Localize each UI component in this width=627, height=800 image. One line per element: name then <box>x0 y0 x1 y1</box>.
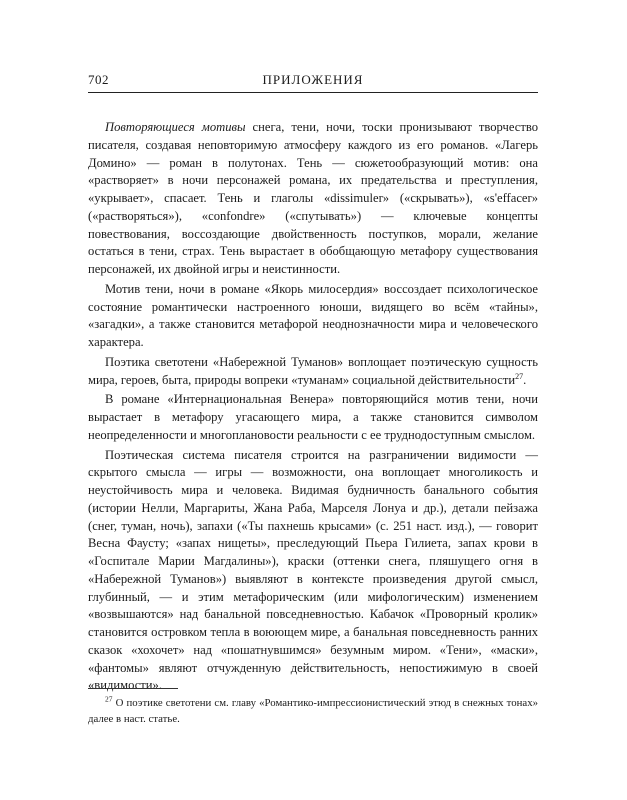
italic-lead: Повторяющиеся мотивы <box>105 120 246 134</box>
page-number: 702 <box>88 72 109 87</box>
footnote-divider <box>88 688 178 689</box>
paragraph-text: снега, тени, ночи, тоски пронизывают творчество писателя, создавая неповторимую атмосферу каждого из его романов. «Лагерь Домино» — роман в полутонах. Тень — сюжетообразующий мотив: она «растворяет» в ночи персонажей романа, их предательства и преступления, «укрывает», спасает. Тень и глаголы «dissimuler» («скрывать»), «s'effacer» («растворяться»), «confondre» («спутывать») — ключевые концепты повествования, воссоздающие двойственность поступков, морали, желание остаться в тени, страх. Тень вырастает в обобщающую метафору существования персонажей, их двойной игры и неистинности. <box>88 120 538 276</box>
body-text <box>88 119 538 695</box>
paragraph-text-end: . <box>523 372 527 387</box>
running-title: ПРИЛОЖЕНИЯ <box>262 72 364 87</box>
footnote-number: 27 <box>105 694 113 704</box>
paragraph <box>88 354 538 390</box>
paragraph <box>88 281 538 352</box>
paragraph-text: Мотив тени, ночи в романе «Якорь милосердия» воссоздает психологическое состояние романтически настроенного юноши, видящего во всём «тайны», «загадки», а также становится метафорой неоднозначности мира и человеческого характера. <box>88 281 538 349</box>
footnote-reference[interactable]: 27 <box>515 371 524 381</box>
running-header <box>88 70 538 93</box>
footnote-text: О поэтике светотени см. главу «Романтико-импрессионистический этюд в снежных тонах» далее в наст. статье. <box>88 697 538 725</box>
paragraph-text: Поэтика светотени «Набережной Туманов» воплощает поэтическую сущность мира, героев, быта, природы вопреки «туманам» социальной действительности <box>88 354 538 387</box>
paragraph <box>88 447 538 696</box>
paragraph <box>88 391 538 444</box>
paragraph-text: В романе «Интернациональная Венера» повторяющийся мотив тени, ночи вырастает в метафору угасающего мира, а также становится символом неопределенности и многоплановости реальности с ее труднодоступным смыслом. <box>88 392 538 442</box>
paragraph-text: Поэтическая система писателя строится на разграничении видимости — скрытого смысла — игры — возможности, она воплощает многоликость и неустойчивость мира и человека. Видимая будничность банального события (истории Нелли, Маргариты, Жана Раба, Марселя Лонуа и др.), детали пейзажа (снег, туман, ночь), запахи («Ты пахнешь крысами» (с. 251 наст. изд.), — говорит Весна Фаусту; «запах нищеты», преследующий Пьера Гилиета, запах крови в «Госпитале Марии Магдалины»), краски (оттенки снега, пляшущего огня в «Набережной Туманов») выявляют в контексте произведения другой смысл, глубинный, — и этим метафорическим (или мифологическим) изменением «возвышаются» над банальной повседневностью. Кабачок «Проворный кролик» становится островком тепла в воюющем мире, а банальная повседневность ранних сказок «хохочет» над «пошатнувшимся» безумным миром. «Тени», «маски», «фантомы» являют отчужденную действительность, непостижимую в своей «видимости». <box>88 447 538 693</box>
paragraph <box>88 119 538 279</box>
page <box>88 70 538 697</box>
footnote <box>88 695 538 727</box>
